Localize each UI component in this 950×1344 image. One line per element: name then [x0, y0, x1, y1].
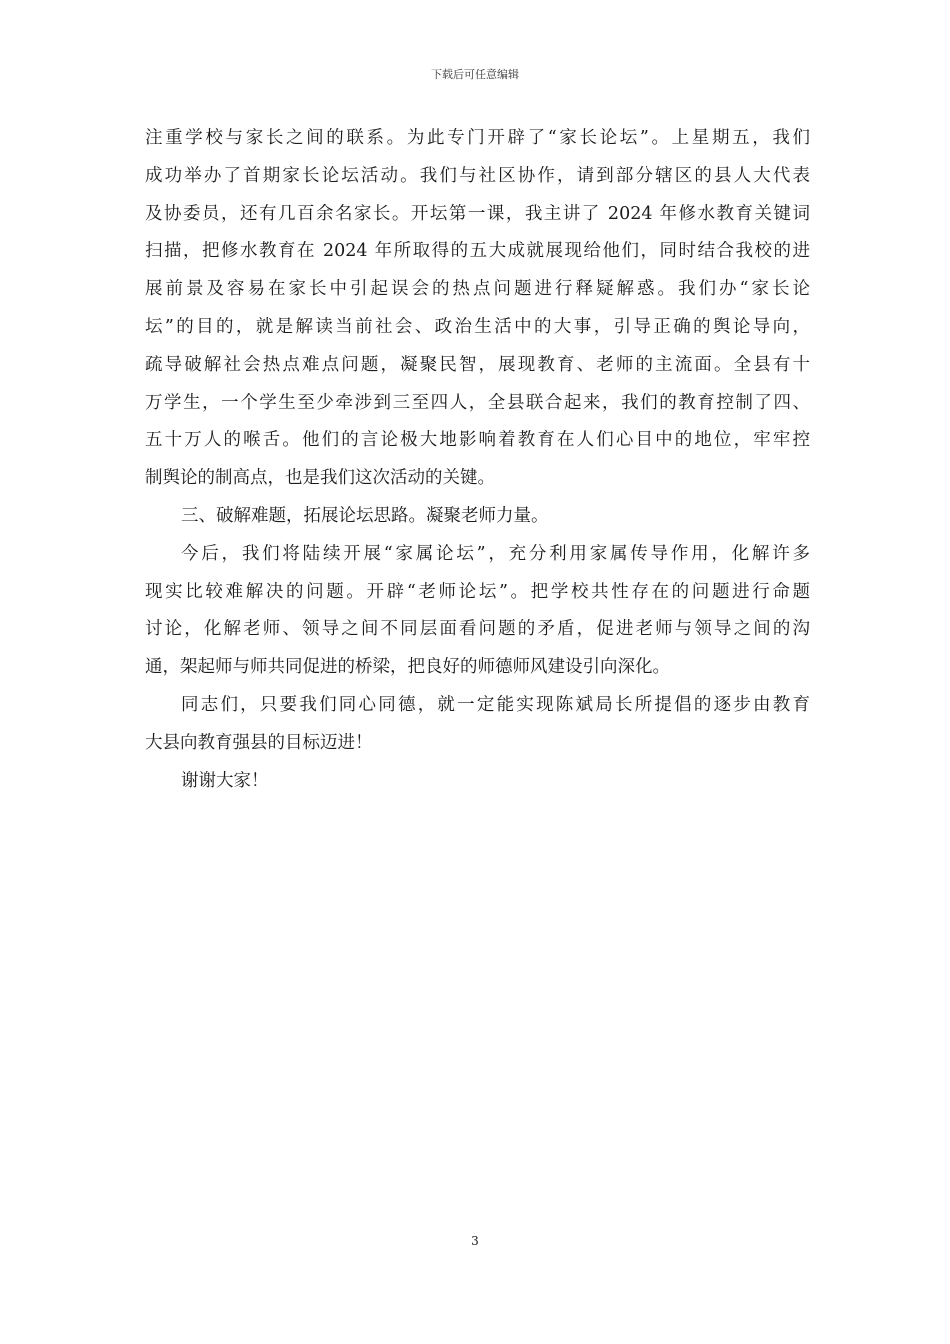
document-body	[145, 120, 810, 800]
body-line: 展前景及容易在家长中引起误会的热点问题进行释疑解惑。我们办“家长论	[145, 279, 810, 300]
body-line: 注重学校与家长之间的联系。为此专门开辟了“家长论坛”。上星期五，我们	[145, 128, 810, 148]
body-line: 成功举办了首期家长论坛活动。我们与社区协作，请到部分辖区的县人大代表	[145, 165, 810, 186]
body-line: 扫描，把修水教育在 2024 年所取得的五大成就展现给他们，同时结合我校的进	[145, 241, 810, 262]
body-line: 坛”的目的，就是解读当前社会、政治生活中的大事，引导正确的舆论导向，	[145, 316, 810, 337]
closing-line: 谢谢大家！	[181, 770, 269, 791]
page-header: 下载后可任意编辑	[431, 68, 519, 81]
body-line: 现实比较难解决的问题。开辟“老师论坛”。把学校共性存在的问题进行命题	[145, 581, 810, 602]
body-line: 今后，我们将陆续开展“家属论坛”，充分利用家属传导作用，化解许多	[181, 543, 810, 564]
body-line: 制舆论的制高点，也是我们这次活动的关键。	[145, 468, 495, 489]
page-number: 3	[471, 1234, 479, 1248]
section-heading: 三、破解难题，拓展论坛思路。凝聚老师力量。	[181, 505, 549, 526]
body-line: 同志们，只要我们同心同德，就一定能实现陈斌局长所提倡的逐步由教育	[181, 694, 810, 715]
body-line: 疏导破解社会热点难点问题，凝聚民智，展现教育、老师的主流面。全县有十	[145, 354, 810, 375]
body-line: 及协委员，还有几百余名家长。开坛第一课，我主讲了 2024 年修水教育关键词	[145, 203, 810, 224]
body-line: 五十万人的喉舌。他们的言论极大地影响着教育在人们心目中的地位，牢牢控	[145, 430, 810, 451]
body-line: 大县向教育强县的目标迈进！	[145, 732, 373, 753]
body-line: 通，架起师与师共同促进的桥梁，把良好的师德师风建设引向深化。	[145, 657, 670, 678]
body-line: 讨论，化解老师、领导之间不同层面看问题的矛盾，促进老师与领导之间的沟	[145, 619, 810, 640]
body-line: 万学生，一个学生至少牵涉到三至四人，全县联合起来，我们的教育控制了四、	[145, 392, 810, 413]
